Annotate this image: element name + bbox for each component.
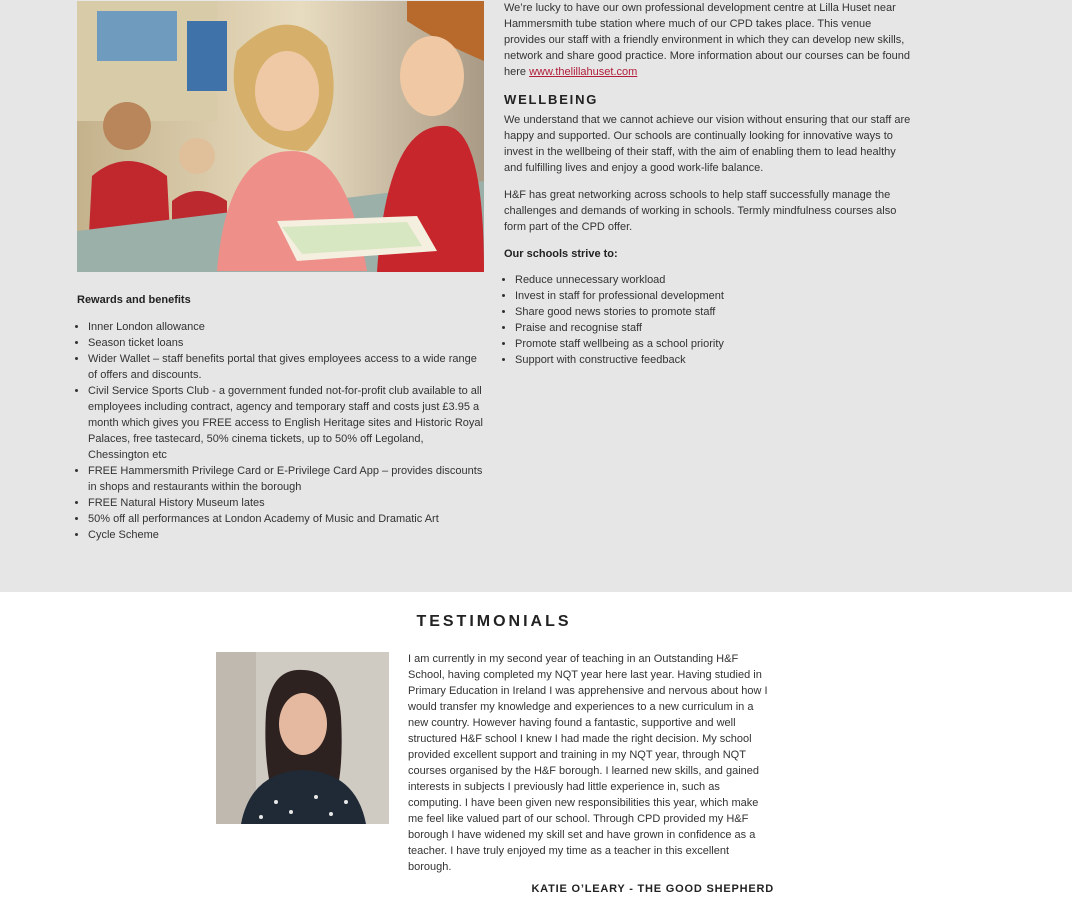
classroom-photo-image	[77, 1, 484, 272]
list-item: • FREE Hammersmith Privilege Card or E-Privilege Card App – provides discounts in shops and restaurants within the borough	[88, 463, 487, 495]
list-item: • FREE Natural History Museum lates	[88, 495, 487, 511]
classroom-photo	[77, 1, 484, 272]
strive-list	[504, 272, 914, 368]
lilla-huset-intro	[504, 0, 914, 80]
rewards-list	[77, 319, 487, 543]
testimonial-author: KATIE O’LEARY - THE GOOD SHEPHERD	[531, 883, 774, 895]
rewards-heading: Rewards and benefits	[77, 294, 191, 306]
list-item: • Inner London allowance	[88, 319, 487, 335]
intro-text: We’re lucky to have our own professional development centre at Lilla Huset near Hammersmith tube station where much of our CPD takes place. This venue provides our staff with a friendly environment in which they can develop new skills, network and share good practice. More information about our courses can be found here	[504, 2, 911, 78]
wellbeing-column	[504, 0, 914, 368]
testimonial-quote: I am currently in my second year of teaching in an Outstanding H&F School, having completed my NQT year here last year. Having studied in Primary Education in Ireland I was apprehensive and nervous about how I would transfer my knowledge and experiences to a new curriculum in a new country. However having found a fantastic, supportive and well structured H&F school I knew I had made the right decision. My school provided excellent support and training in my NQT year, through NQT courses organised by the H&F borough. I learned new skills, and gained interests in subjects I previously had little experience in, such as computing. I have been given new responsibilities this year, which make me feel like valued part of our school. Through CPD provided my H&F borough I have widened my skill set and have grown in confidence as a teacher. I have truly enjoyed my time as a teacher in this excellent borough.	[408, 653, 768, 873]
list-item: • Promote staff wellbeing as a school priority	[515, 336, 914, 352]
wellbeing-paragraph-1: We understand that we cannot achieve our vision without ensuring that our staff are happy and supported. Our schools are continually looking for innovative ways to invest in the wellbeing of their staff, with the aim of enabling them to lead healthy and fulfilling lives and enjoy a good work-life balance.	[504, 114, 911, 174]
strive-label: Our schools strive to:	[504, 248, 618, 260]
list-item: • Civil Service Sports Club - a government funded not-for-profit club available to all employees including contract, agency and temporary staff and costs just £3.95 a month which gives you FREE access to English Heritage sites and Historic Royal Palaces, free tastecard, 50% cinema tickets, up to 50% off Legoland, Chessington etc	[88, 383, 487, 463]
rewards-column	[77, 292, 487, 543]
list-item: • Praise and recognise staff	[515, 320, 914, 336]
testimonial-portrait-image	[216, 652, 389, 824]
list-item: • 50% off all performances at London Academy of Music and Dramatic Art	[88, 511, 487, 527]
list-item: • Invest in staff for professional development	[515, 288, 914, 304]
testimonials-title: TESTIMONIALS	[416, 613, 572, 630]
list-item: • Cycle Scheme	[88, 527, 487, 543]
wellbeing-paragraph-2: H&F has great networking across schools to help staff successfully manage the challenges and demands of working in schools. Termly mindfulness courses also form part of the CPD offer.	[504, 189, 897, 233]
wellbeing-heading: WELLBEING	[504, 92, 599, 107]
list-item: • Reduce unnecessary workload	[515, 272, 914, 288]
lilla-huset-link[interactable]: www.thelillahuset.com	[529, 66, 638, 78]
testimonial-photo	[216, 652, 389, 824]
list-item: • Support with constructive feedback	[515, 352, 914, 368]
list-item: • Wider Wallet – staff benefits portal that gives employees access to a wide range of offers and discounts.	[88, 351, 487, 383]
testimonial-body	[408, 651, 774, 897]
list-item: • Share good news stories to promote staff	[515, 304, 914, 320]
list-item: • Season ticket loans	[88, 335, 487, 351]
